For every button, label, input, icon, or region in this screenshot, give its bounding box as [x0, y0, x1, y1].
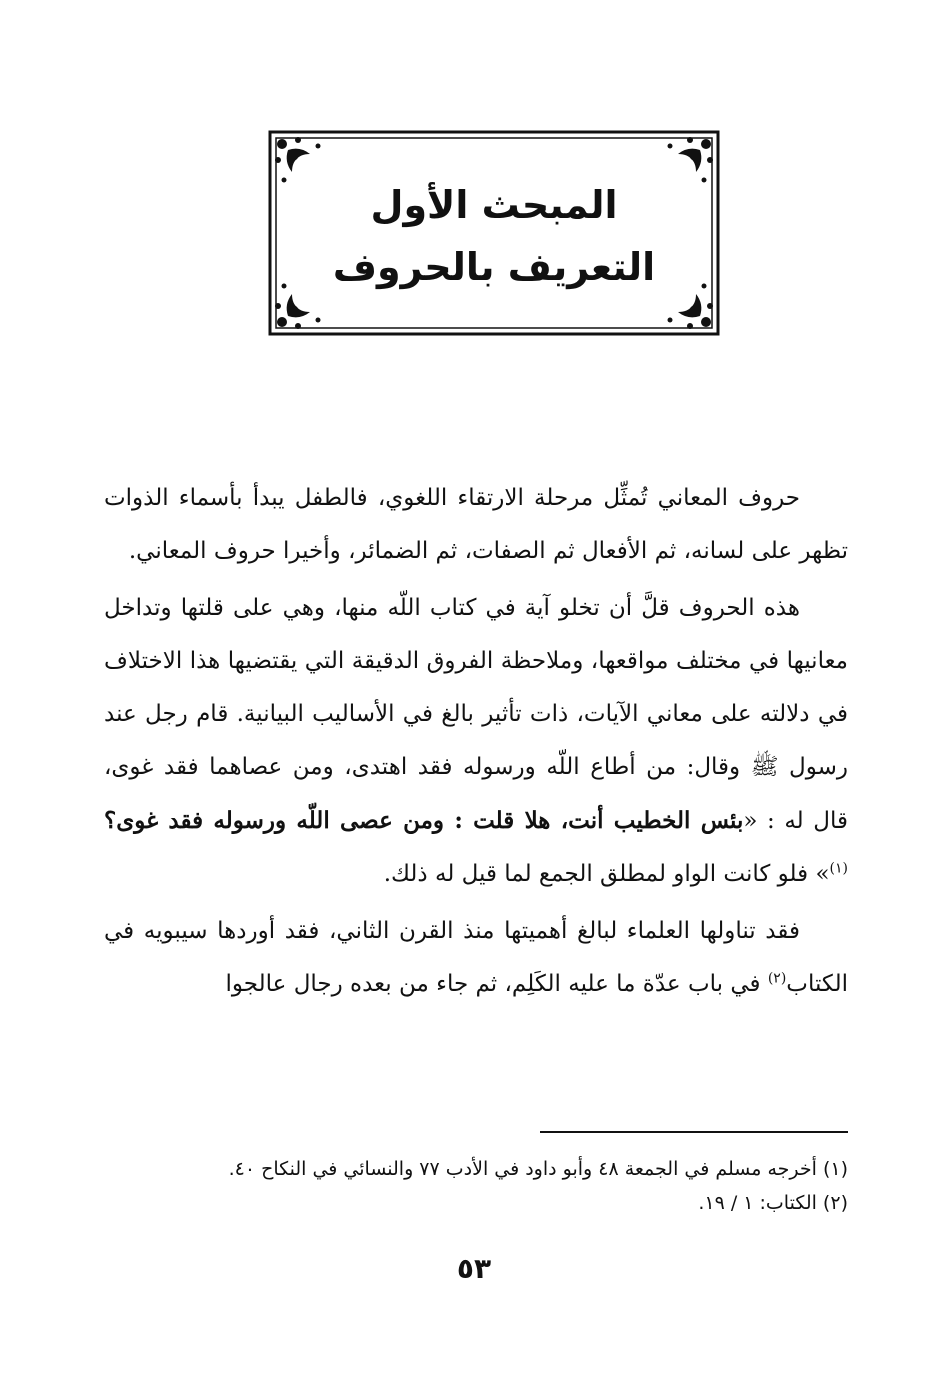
footnote-1: (١) أخرجه مسلم في الجمعة ٤٨ وأبو داود في الأدب ٧٧ والنسائي في النكاح ٤٠. [228, 1158, 848, 1180]
body-text [104, 472, 848, 1015]
paragraph-2 [104, 582, 848, 901]
footnote-ref-1[interactable]: (١) [829, 860, 848, 877]
paragraph-3-text: فقد تناولها العلماء لبالغ أهميتها منذ القرن الثاني، فقد أوردها سيبويه في الكتاب [104, 918, 848, 997]
footnote-2: (٢) الكتاب: ١ / ١٩. [698, 1192, 848, 1214]
paragraph-3-end: في باب عدّة ما عليه الكَلِم، ثم جاء من بعده رجال عالجوا [225, 971, 768, 997]
chapter-subheading: التعريف بالحروف [332, 245, 656, 289]
paragraph-2-text: هذه الحروف قلَّ أن تخلو آية في كتاب اللّه منها، وهي على قلتها وتداخل معانيها في مختلف مواقعها، وملاحظة الفروق الدقيقة التي يقتضيها هذا الاختلاف في دلالته على معاني الآيات، ذات تأثير بالغ في الأساليب البيانية. قام رجل عند رسول ﷺ وقال: من أطاع اللّه ورسوله فقد اهتدى، ومن عصاهما فقد غوى، قال له : « [104, 595, 848, 834]
footnotes [140, 1152, 848, 1220]
chapter-heading: المبحث الأول [370, 183, 618, 227]
chapter-title-frame [264, 126, 724, 340]
footnote-ref-2[interactable]: (٢) [767, 970, 787, 987]
hadith-quote: بئس الخطيب أنت، هلا قلت : ومن عصى اللّه ورسوله فقد غوى؟ [104, 807, 744, 834]
page-number: ٥٣ [456, 1252, 492, 1285]
paragraph-2-end: » فلو كانت الواو لمطلق الجمع لما قيل له ذلك. [383, 861, 830, 887]
footnote-divider [540, 1131, 848, 1133]
paragraph-3 [104, 905, 848, 1011]
paragraph-1: حروف المعاني تُمثِّل مرحلة الارتقاء اللغوي، فالطفل يبدأ بأسماء الذوات تظهر على لسانه، ثم الأفعال ثم الصفات، ثم الضمائر، وأخيرا حروف المعاني. [104, 485, 848, 564]
